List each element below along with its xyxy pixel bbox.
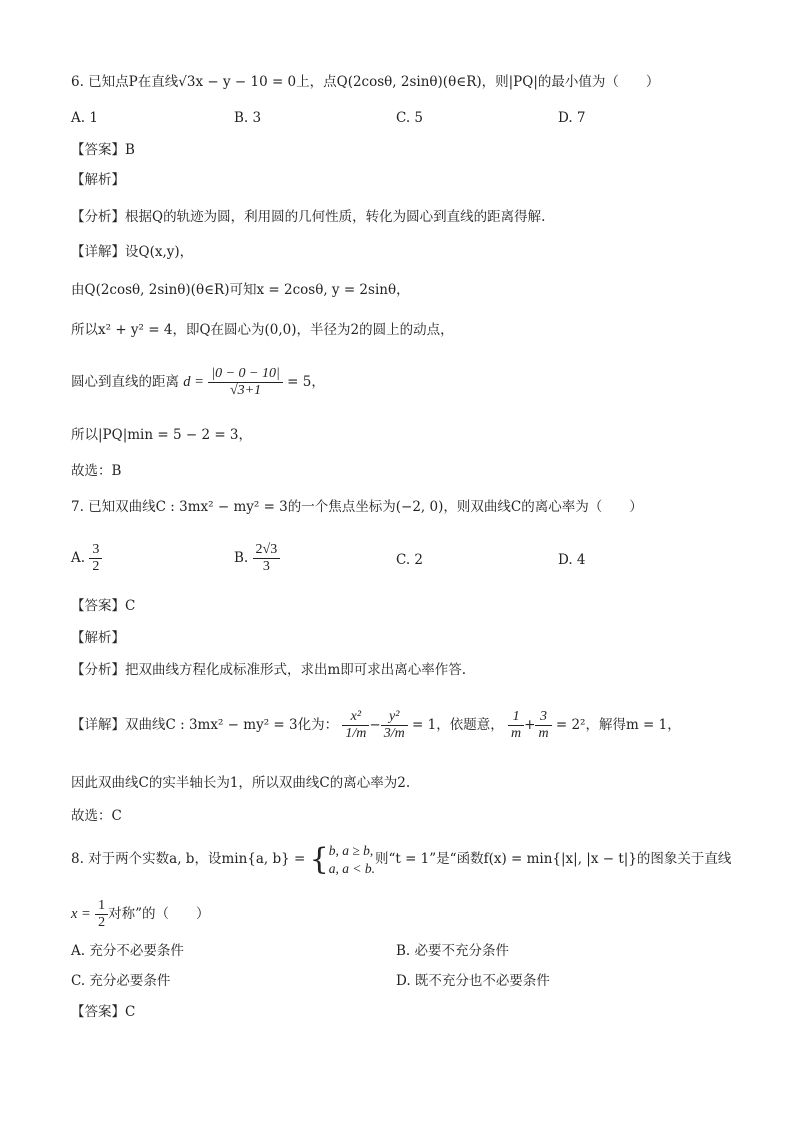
q7-option-d: D. 4 <box>558 552 586 568</box>
fraction-numerator: 2√3 <box>253 542 281 559</box>
q7-choose: 故选：C <box>71 808 122 824</box>
distance-var: d = <box>183 374 204 390</box>
q8-option-a: A. 充分不必要条件 <box>71 943 184 959</box>
minus-sign: − <box>369 717 381 733</box>
solve-result: = 2²，解得m = 1， <box>555 717 681 733</box>
q6-fenxi <box>71 207 545 227</box>
q6-option-c: C. 5 <box>396 110 424 126</box>
q8-stem-tail: 对称”的（ ） <box>108 906 210 922</box>
fraction-denominator: √3+1 <box>229 383 262 398</box>
case-1: b, a ≥ b, <box>328 842 374 858</box>
xiangjie-text: 设Q(x,y)， <box>125 244 194 260</box>
q6-xiangjie <box>71 242 193 262</box>
three-over-m-fraction <box>535 709 551 742</box>
y-term-fraction <box>381 709 408 742</box>
plus-sign: + <box>524 717 536 733</box>
option-a-fraction <box>89 542 102 575</box>
answer-value: B <box>125 142 135 158</box>
fraction-numerator: x² <box>342 709 369 726</box>
fraction-numerator: 3 <box>535 709 551 726</box>
q6-option-d: D. 7 <box>558 110 586 126</box>
q7-solution-line-2: 因此双曲线C的实半轴长为1，所以双曲线C的离心率为2. <box>71 775 411 791</box>
q7-option-b <box>234 542 280 575</box>
fraction-numerator: 1 <box>95 898 108 915</box>
fenxi-text: 把双曲线方程化成标准形式，求出m即可求出离心率作答. <box>125 662 467 678</box>
q8-option-c: C. 充分必要条件 <box>71 973 171 989</box>
q7-stem: 7. 已知双曲线C : 3mx² − my² = 3的一个焦点坐标为(−2, 0)，则双曲线C的离心率为（ ） <box>71 499 643 515</box>
fraction-numerator: 1 <box>508 709 524 726</box>
answer-value: C <box>125 1004 136 1020</box>
fraction-numerator: y² <box>381 709 408 726</box>
q6-solution-line-3: 所以x² + y² = 4，即Q在圆心为(0,0)，半径为2的圆上的动点， <box>71 322 454 338</box>
q7-fenxi <box>71 660 466 680</box>
q8-option-b: B. 必要不充分条件 <box>396 943 510 959</box>
fraction-denominator: m <box>511 726 522 741</box>
xiangjie-tag: 【详解】 <box>71 717 125 733</box>
q6-stem: 6. 已知点P在直线√3x − y − 10 = 0上，点Q(2cosθ, 2sinθ)(θ∈R)，则|PQ|的最小值为（ ） <box>71 74 660 90</box>
fraction-denominator: 3/m <box>383 726 405 741</box>
q8-stem-line-2 <box>71 894 210 934</box>
option-b-fraction <box>253 542 281 575</box>
fraction-denominator: m <box>538 726 549 741</box>
fenxi-tag: 【分析】 <box>71 209 125 225</box>
q8-stem-start: 8. 对于两个实数a, b，设min{a, b} = <box>71 851 306 867</box>
option-b-label: B. <box>234 550 249 566</box>
answer-tag: 【答案】 <box>71 598 125 614</box>
distance-fraction <box>208 366 283 399</box>
q6-option-a: A. 1 <box>71 110 98 126</box>
answer-tag: 【答案】 <box>71 1004 125 1020</box>
answer-value: C <box>125 598 136 614</box>
x-term-fraction <box>342 709 369 742</box>
option-a-label: A. <box>71 550 86 566</box>
xiangjie-tag: 【详解】 <box>71 244 125 260</box>
piecewise-brace: { <box>309 841 329 877</box>
q6-option-b: B. 3 <box>234 110 262 126</box>
q7-option-a <box>71 542 102 575</box>
fraction-denominator: 1/m <box>345 726 367 741</box>
fenxi-text: 根据Q的轨迹为圆，利用圆的几何性质，转化为圆心到直线的距离得解. <box>125 209 546 225</box>
one-over-m-fraction <box>508 709 524 742</box>
case-2: a, a < b. <box>328 860 375 876</box>
q6-solution-line-5: 所以|PQ|min = 5 − 2 = 3， <box>71 427 253 443</box>
q7-answer-line <box>71 596 135 616</box>
line-var: x = <box>71 906 91 922</box>
answer-tag: 【答案】 <box>71 142 125 158</box>
q7-xiangjie <box>71 697 681 753</box>
q6-answer-line <box>71 140 135 160</box>
q8-answer-line <box>71 1002 135 1022</box>
q7-option-c: C. 2 <box>396 552 424 568</box>
xiangjie-text: 双曲线C : 3mx² − my² = 3化为： <box>125 717 339 733</box>
fenxi-tag: 【分析】 <box>71 662 125 678</box>
equation-tail: = 1，依题意， <box>412 717 504 733</box>
q8-option-d: D. 既不充分也不必要条件 <box>396 973 550 989</box>
fraction-numerator: 3 <box>89 542 102 559</box>
fraction-denominator: 2 <box>98 915 106 930</box>
q6-solution-line-2: 由Q(2cosθ, 2sinθ)(θ∈R)可知x = 2cosθ, y = 2sinθ， <box>71 282 410 298</box>
fraction-numerator: |0 − 0 − 10| <box>208 366 283 383</box>
distance-result: = 5， <box>287 374 325 390</box>
piecewise-cases <box>329 842 375 878</box>
q6-analysis-tag: 【解析】 <box>71 172 125 188</box>
q8-stem-end: 则“t = 1”是“函数f(x) = min{|x|, |x − t|}的图象关于直线 <box>374 851 732 867</box>
half-fraction <box>95 898 108 931</box>
q8-stem <box>71 839 731 879</box>
q6-solution-line-4 <box>71 364 325 400</box>
distance-label: 圆心到直线的距离 <box>71 374 179 390</box>
fraction-denominator: 2 <box>92 559 100 574</box>
q7-analysis-tag: 【解析】 <box>71 630 125 646</box>
fraction-denominator: 3 <box>262 559 270 574</box>
q6-choose: 故选：B <box>71 463 122 479</box>
